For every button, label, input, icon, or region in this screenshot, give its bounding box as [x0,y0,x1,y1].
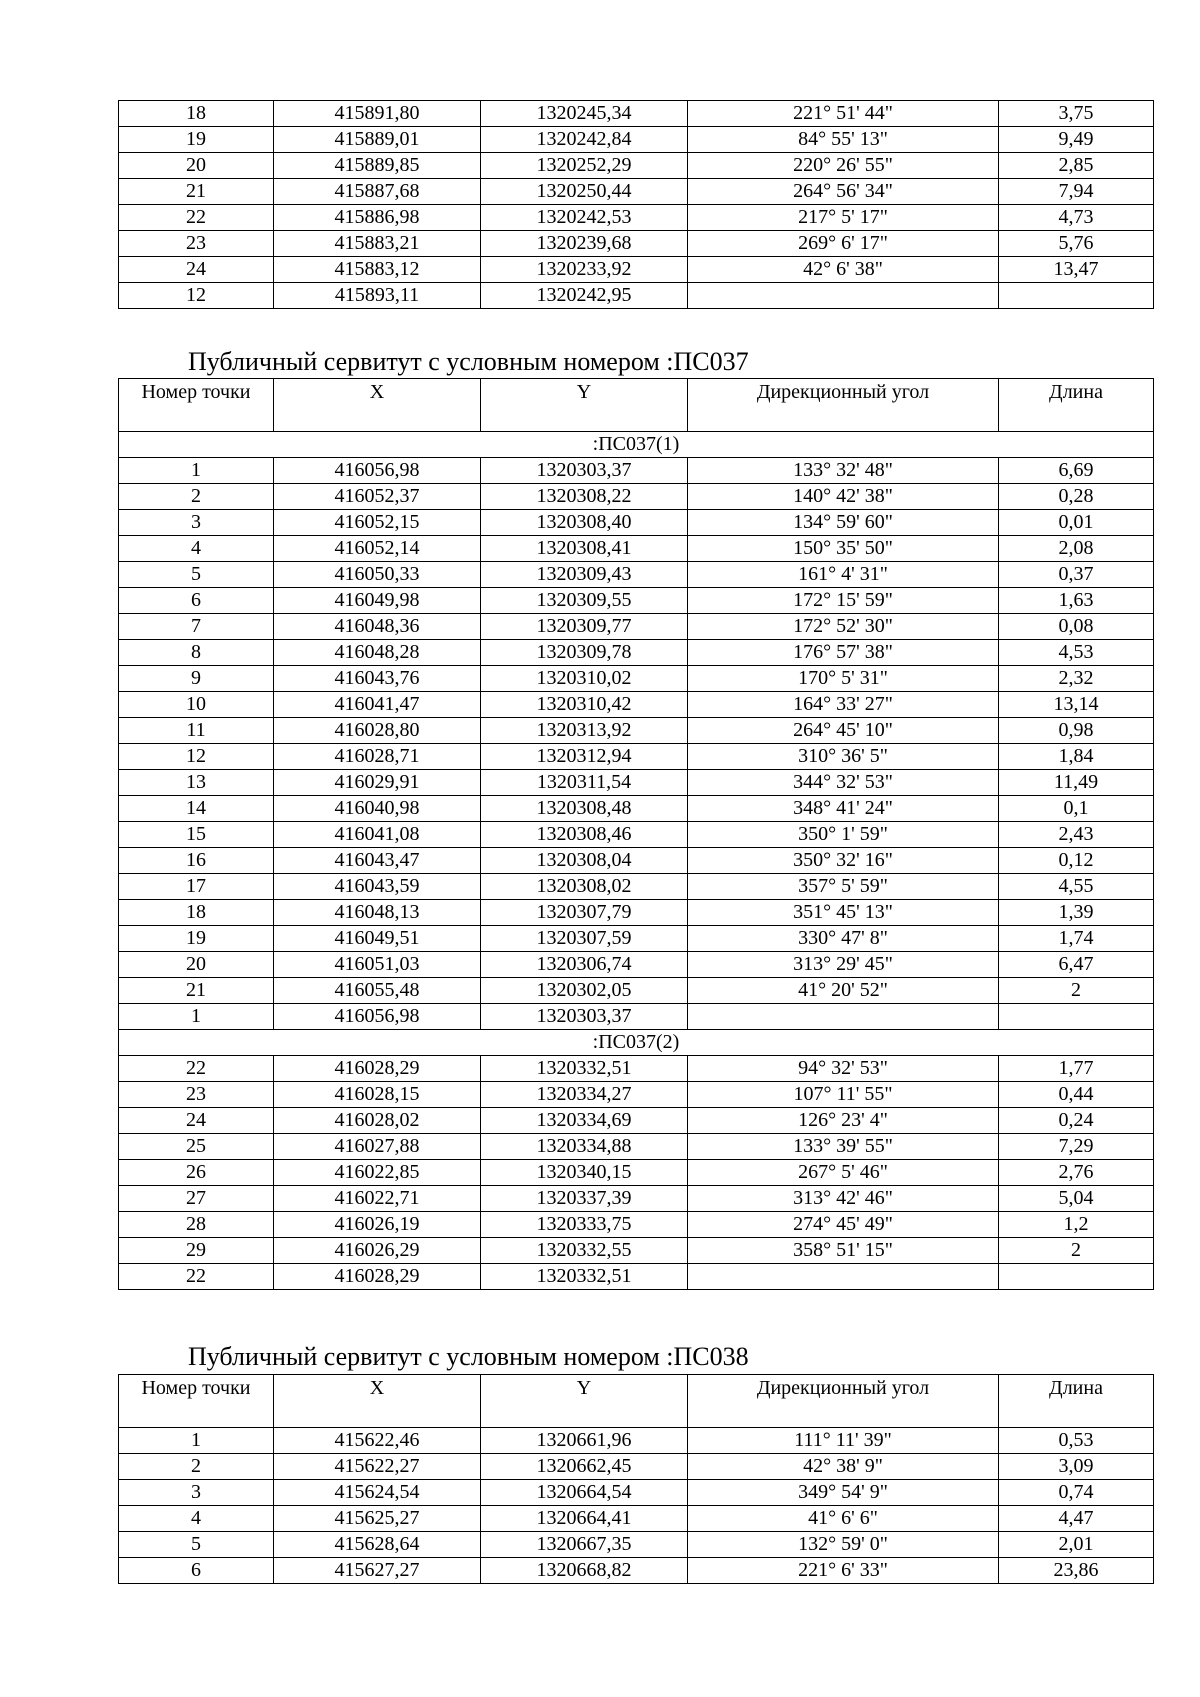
cell-y: 1320332,55 [481,1238,688,1264]
cell-point-number: 23 [119,231,274,257]
cell-point-number: 22 [119,1264,274,1290]
cell-direction-angle: 132° 59' 0" [688,1532,999,1558]
table-row [119,614,1154,640]
table-row [119,874,1154,900]
cell-x: 415627,27 [274,1558,481,1584]
cell-length: 23,86 [999,1558,1154,1584]
cell-x: 416026,29 [274,1238,481,1264]
cell-y: 1320308,22 [481,484,688,510]
cell-direction-angle: 133° 32' 48" [688,458,999,484]
cell-length: 11,49 [999,770,1154,796]
cell-y: 1320242,53 [481,205,688,231]
table-row [119,205,1154,231]
cell-x: 416043,59 [274,874,481,900]
cell-x: 416055,48 [274,978,481,1004]
table-header-row [119,1375,1154,1428]
cell-y: 1320308,48 [481,796,688,822]
cell-x: 416049,51 [274,926,481,952]
cell-y: 1320667,35 [481,1532,688,1558]
cell-direction-angle: 350° 1' 59" [688,822,999,848]
table-row [119,770,1154,796]
section-title-ps038: Публичный сервитут с условным номером :ПС038 [188,1342,749,1371]
table-row [119,458,1154,484]
cell-direction-angle: 269° 6' 17" [688,231,999,257]
table-row [119,510,1154,536]
cell-length: 4,73 [999,205,1154,231]
table-row [119,484,1154,510]
cell-x: 415889,01 [274,127,481,153]
cell-x: 415883,21 [274,231,481,257]
cell-x: 415893,11 [274,283,481,309]
cell-point-number: 22 [119,1056,274,1082]
cell-y: 1320310,42 [481,692,688,718]
cell-length: 1,77 [999,1056,1154,1082]
cell-length: 2,32 [999,666,1154,692]
cell-length: 0,28 [999,484,1154,510]
header-length: Длина [999,379,1154,432]
cell-point-number: 20 [119,952,274,978]
cell-direction-angle: 84° 55' 13" [688,127,999,153]
header-angle: Дирекционный угол [688,1375,999,1428]
cell-y: 1320309,78 [481,640,688,666]
cell-point-number: 12 [119,744,274,770]
cell-x: 416050,33 [274,562,481,588]
table-row [119,848,1154,874]
table-row [119,744,1154,770]
cell-x: 416029,91 [274,770,481,796]
cell-direction-angle: 330° 47' 8" [688,926,999,952]
table-row [119,666,1154,692]
coordinates-table-ps037 [118,378,1154,1290]
subsection-row [119,1030,1154,1056]
cell-direction-angle: 358° 51' 15" [688,1238,999,1264]
table-row [119,257,1154,283]
cell-direction-angle: 161° 4' 31" [688,562,999,588]
cell-length: 0,74 [999,1480,1154,1506]
cell-direction-angle: 313° 42' 46" [688,1186,999,1212]
cell-length [999,283,1154,309]
cell-y: 1320668,82 [481,1558,688,1584]
cell-direction-angle: 264° 56' 34" [688,179,999,205]
cell-point-number: 2 [119,484,274,510]
cell-point-number: 23 [119,1082,274,1108]
cell-direction-angle: 344° 32' 53" [688,770,999,796]
table-row [119,1480,1154,1506]
cell-length: 1,39 [999,900,1154,926]
table-row [119,1212,1154,1238]
cell-x: 416051,03 [274,952,481,978]
cell-direction-angle: 350° 32' 16" [688,848,999,874]
cell-length: 0,08 [999,614,1154,640]
cell-y: 1320239,68 [481,231,688,257]
table-row [119,1264,1154,1290]
cell-length: 0,01 [999,510,1154,536]
table-row [119,796,1154,822]
cell-x: 416028,80 [274,718,481,744]
cell-y: 1320340,15 [481,1160,688,1186]
cell-y: 1320307,79 [481,900,688,926]
cell-point-number: 14 [119,796,274,822]
cell-length: 2,76 [999,1160,1154,1186]
cell-x: 416028,02 [274,1108,481,1134]
table-row [119,1428,1154,1454]
cell-length: 1,74 [999,926,1154,952]
cell-length: 1,84 [999,744,1154,770]
header-y: Y [481,1375,688,1428]
cell-direction-angle [688,1004,999,1030]
cell-point-number: 28 [119,1212,274,1238]
cell-x: 415891,80 [274,101,481,127]
cell-length: 1,63 [999,588,1154,614]
cell-point-number: 21 [119,179,274,205]
table-row [119,926,1154,952]
cell-y: 1320334,69 [481,1108,688,1134]
cell-y: 1320303,37 [481,458,688,484]
cell-direction-angle: 170° 5' 31" [688,666,999,692]
cell-x: 415883,12 [274,257,481,283]
cell-x: 415624,54 [274,1480,481,1506]
subsection-label: :ПС037(1) [119,432,1154,458]
cell-point-number: 1 [119,458,274,484]
cell-point-number: 3 [119,510,274,536]
table-row [119,1108,1154,1134]
cell-y: 1320242,95 [481,283,688,309]
cell-length: 13,14 [999,692,1154,718]
cell-x: 416052,14 [274,536,481,562]
table-row [119,640,1154,666]
cell-direction-angle: 107° 11' 55" [688,1082,999,1108]
cell-point-number: 4 [119,1506,274,1532]
header-length: Длина [999,1375,1154,1428]
cell-direction-angle: 217° 5' 17" [688,205,999,231]
cell-point-number: 9 [119,666,274,692]
subsection-row [119,432,1154,458]
table-row [119,101,1154,127]
cell-point-number: 19 [119,926,274,952]
cell-point-number: 18 [119,900,274,926]
table-header-row [119,379,1154,432]
table-row [119,1506,1154,1532]
cell-y: 1320309,77 [481,614,688,640]
cell-x: 416048,13 [274,900,481,926]
cell-y: 1320309,43 [481,562,688,588]
table-row [119,1082,1154,1108]
cell-length: 5,04 [999,1186,1154,1212]
cell-x: 416040,98 [274,796,481,822]
cell-point-number: 8 [119,640,274,666]
cell-length: 0,24 [999,1108,1154,1134]
cell-length [999,1004,1154,1030]
table-row [119,562,1154,588]
cell-y: 1320313,92 [481,718,688,744]
table-body [119,1375,1154,1584]
cell-length: 2,08 [999,536,1154,562]
cell-y: 1320250,44 [481,179,688,205]
cell-y: 1320312,94 [481,744,688,770]
cell-x: 416056,98 [274,1004,481,1030]
cell-y: 1320332,51 [481,1264,688,1290]
header-x: X [274,1375,481,1428]
cell-y: 1320661,96 [481,1428,688,1454]
cell-length: 3,75 [999,101,1154,127]
cell-y: 1320310,02 [481,666,688,692]
cell-point-number: 5 [119,562,274,588]
cell-point-number: 10 [119,692,274,718]
header-x: X [274,379,481,432]
cell-x: 416026,19 [274,1212,481,1238]
cell-direction-angle: 41° 6' 6" [688,1506,999,1532]
cell-y: 1320664,41 [481,1506,688,1532]
table-row [119,153,1154,179]
cell-length: 7,29 [999,1134,1154,1160]
cell-direction-angle [688,1264,999,1290]
cell-x: 416056,98 [274,458,481,484]
table-row [119,822,1154,848]
cell-direction-angle: 221° 6' 33" [688,1558,999,1584]
cell-y: 1320308,41 [481,536,688,562]
cell-point-number: 15 [119,822,274,848]
table-row [119,692,1154,718]
cell-point-number: 6 [119,1558,274,1584]
cell-length: 0,1 [999,796,1154,822]
cell-x: 416048,36 [274,614,481,640]
cell-point-number: 22 [119,205,274,231]
cell-length: 0,37 [999,562,1154,588]
cell-x: 416022,71 [274,1186,481,1212]
cell-direction-angle: 267° 5' 46" [688,1160,999,1186]
cell-length: 13,47 [999,257,1154,283]
cell-length: 0,12 [999,848,1154,874]
cell-length: 6,69 [999,458,1154,484]
cell-x: 416028,29 [274,1264,481,1290]
cell-direction-angle: 348° 41' 24" [688,796,999,822]
cell-point-number: 1 [119,1004,274,1030]
cell-length: 2,85 [999,153,1154,179]
header-angle: Дирекционный угол [688,379,999,432]
cell-length: 4,53 [999,640,1154,666]
cell-x: 416028,71 [274,744,481,770]
cell-x: 416041,08 [274,822,481,848]
table-row [119,1134,1154,1160]
cell-point-number: 24 [119,257,274,283]
cell-point-number: 12 [119,283,274,309]
cell-direction-angle: 126° 23' 4" [688,1108,999,1134]
cell-point-number: 7 [119,614,274,640]
cell-y: 1320233,92 [481,257,688,283]
cell-direction-angle: 349° 54' 9" [688,1480,999,1506]
cell-direction-angle: 357° 5' 59" [688,874,999,900]
cell-direction-angle: 164° 33' 27" [688,692,999,718]
cell-y: 1320333,75 [481,1212,688,1238]
coordinates-table-ps038 [118,1374,1154,1584]
cell-length: 7,94 [999,179,1154,205]
table-row [119,952,1154,978]
cell-point-number: 27 [119,1186,274,1212]
cell-direction-angle: 42° 38' 9" [688,1454,999,1480]
cell-y: 1320307,59 [481,926,688,952]
cell-length: 2 [999,1238,1154,1264]
cell-y: 1320332,51 [481,1056,688,1082]
table-row [119,1238,1154,1264]
table-row [119,1454,1154,1480]
cell-length: 2 [999,978,1154,1004]
cell-point-number: 5 [119,1532,274,1558]
header-point: Номер точки [119,379,274,432]
cell-x: 416028,15 [274,1082,481,1108]
cell-x: 416022,85 [274,1160,481,1186]
cell-direction-angle: 111° 11' 39" [688,1428,999,1454]
cell-point-number: 18 [119,101,274,127]
cell-x: 415889,85 [274,153,481,179]
table-body [119,101,1154,309]
cell-point-number: 1 [119,1428,274,1454]
cell-direction-angle: 150° 35' 50" [688,536,999,562]
cell-direction-angle [688,283,999,309]
cell-direction-angle: 310° 36' 5" [688,744,999,770]
cell-length: 2,01 [999,1532,1154,1558]
cell-length: 9,49 [999,127,1154,153]
cell-y: 1320309,55 [481,588,688,614]
cell-point-number: 24 [119,1108,274,1134]
cell-length: 0,53 [999,1428,1154,1454]
cell-x: 416028,29 [274,1056,481,1082]
cell-y: 1320334,27 [481,1082,688,1108]
table-row [119,978,1154,1004]
cell-point-number: 6 [119,588,274,614]
cell-y: 1320302,05 [481,978,688,1004]
cell-point-number: 17 [119,874,274,900]
table-row [119,1186,1154,1212]
cell-direction-angle: 140° 42' 38" [688,484,999,510]
table-row [119,588,1154,614]
cell-point-number: 25 [119,1134,274,1160]
cell-direction-angle: 313° 29' 45" [688,952,999,978]
cell-x: 416052,37 [274,484,481,510]
cell-length: 1,2 [999,1212,1154,1238]
cell-y: 1320308,40 [481,510,688,536]
cell-point-number: 11 [119,718,274,744]
cell-direction-angle: 42° 6' 38" [688,257,999,283]
cell-direction-angle: 274° 45' 49" [688,1212,999,1238]
cell-length: 0,44 [999,1082,1154,1108]
cell-length: 3,09 [999,1454,1154,1480]
table-body [119,379,1154,1290]
cell-x: 415622,27 [274,1454,481,1480]
cell-direction-angle: 94° 32' 53" [688,1056,999,1082]
cell-x: 416043,47 [274,848,481,874]
cell-point-number: 29 [119,1238,274,1264]
cell-y: 1320242,84 [481,127,688,153]
cell-length: 6,47 [999,952,1154,978]
table-row [119,283,1154,309]
cell-y: 1320334,88 [481,1134,688,1160]
cell-length: 5,76 [999,231,1154,257]
table-row [119,1558,1154,1584]
header-point: Номер точки [119,1375,274,1428]
cell-x: 416027,88 [274,1134,481,1160]
cell-direction-angle: 221° 51' 44" [688,101,999,127]
cell-direction-angle: 134° 59' 60" [688,510,999,536]
cell-y: 1320662,45 [481,1454,688,1480]
cell-point-number: 19 [119,127,274,153]
table-row [119,1532,1154,1558]
cell-y: 1320252,29 [481,153,688,179]
table-row [119,231,1154,257]
cell-y: 1320308,46 [481,822,688,848]
table-row [119,536,1154,562]
cell-x: 415887,68 [274,179,481,205]
cell-point-number: 4 [119,536,274,562]
cell-x: 416048,28 [274,640,481,666]
cell-direction-angle: 351° 45' 13" [688,900,999,926]
cell-point-number: 21 [119,978,274,1004]
cell-x: 415628,64 [274,1532,481,1558]
cell-point-number: 20 [119,153,274,179]
cell-y: 1320664,54 [481,1480,688,1506]
cell-point-number: 26 [119,1160,274,1186]
subsection-label: :ПС037(2) [119,1030,1154,1056]
cell-point-number: 3 [119,1480,274,1506]
cell-x: 416052,15 [274,510,481,536]
cell-x: 415886,98 [274,205,481,231]
cell-direction-angle: 264° 45' 10" [688,718,999,744]
cell-y: 1320303,37 [481,1004,688,1030]
cell-direction-angle: 133° 39' 55" [688,1134,999,1160]
cell-direction-angle: 41° 20' 52" [688,978,999,1004]
cell-x: 416043,76 [274,666,481,692]
table-row [119,179,1154,205]
cell-y: 1320308,02 [481,874,688,900]
cell-y: 1320245,34 [481,101,688,127]
cell-x: 415625,27 [274,1506,481,1532]
cell-y: 1320308,04 [481,848,688,874]
cell-x: 415622,46 [274,1428,481,1454]
cell-x: 416041,47 [274,692,481,718]
cell-direction-angle: 172° 15' 59" [688,588,999,614]
cell-direction-angle: 176° 57' 38" [688,640,999,666]
cell-point-number: 2 [119,1454,274,1480]
cell-y: 1320306,74 [481,952,688,978]
section-title-ps037: Публичный сервитут с условным номером :ПС037 [188,347,749,376]
table-row [119,900,1154,926]
cell-direction-angle: 172° 52' 30" [688,614,999,640]
cell-length [999,1264,1154,1290]
cell-point-number: 16 [119,848,274,874]
cell-x: 416049,98 [274,588,481,614]
table-row [119,1160,1154,1186]
cell-length: 4,47 [999,1506,1154,1532]
table-row [119,718,1154,744]
table-row [119,1004,1154,1030]
cell-direction-angle: 220° 26' 55" [688,153,999,179]
cell-y: 1320337,39 [481,1186,688,1212]
header-y: Y [481,379,688,432]
cell-length: 4,55 [999,874,1154,900]
table-row [119,127,1154,153]
cell-length: 2,43 [999,822,1154,848]
coordinates-table-continuation [118,100,1154,309]
table-row [119,1056,1154,1082]
cell-length: 0,98 [999,718,1154,744]
cell-point-number: 13 [119,770,274,796]
cell-y: 1320311,54 [481,770,688,796]
